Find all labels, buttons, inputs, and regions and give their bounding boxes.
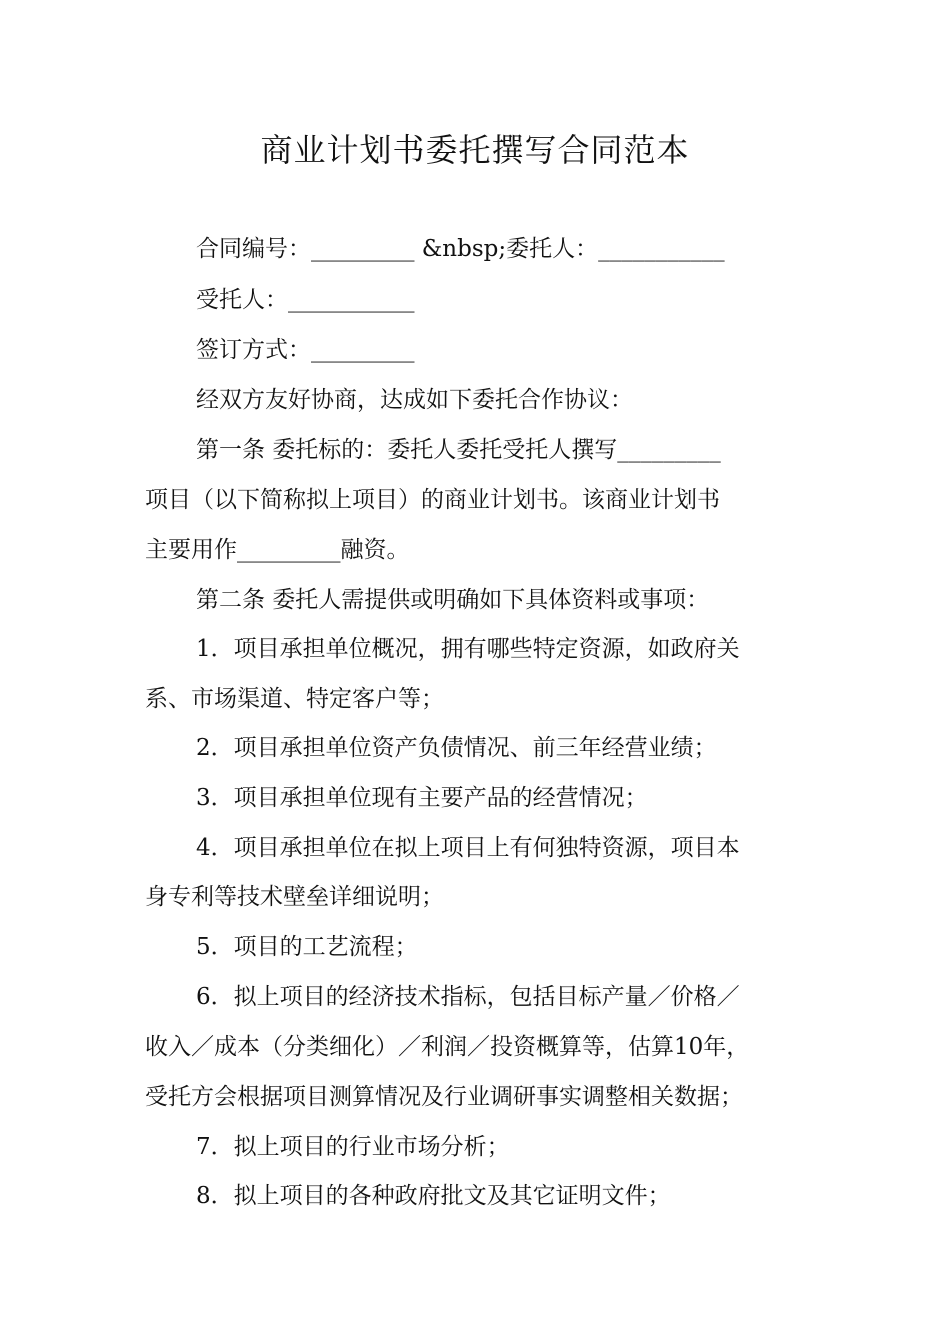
item-4-line-2: 身专利等技术壁垒详细说明； [145,884,444,910]
item-6-line-2: 收入／成本（分类细化）／利润／投资概算等，估算10年， [145,1034,750,1060]
item-6-line-1: 6．拟上项目的经济技术指标，包括目标产量／价格／ [196,984,740,1010]
article-one-line-2: 项目（以下简称拟上项目）的商业计划书。该商业计划书 [145,487,720,513]
item-3-line: 3．项目承担单位现有主要产品的经营情况； [196,785,648,811]
article-two-line: 第二条 委托人需提供或明确如下具体资料或事项： [196,587,710,613]
item-8-line: 8．拟上项目的各种政府批文及其它证明文件； [196,1183,671,1209]
document-title: 商业计划书委托撰写合同范本 [260,131,690,169]
article-one-line-1: 第一条 委托标的：委托人委托受托人撰写_________ [196,437,721,463]
item-7-line: 7．拟上项目的行业市场分析； [196,1134,510,1160]
contract-number-line: 合同编号：_________ &nbsp;委托人：___________ [196,236,725,262]
trustee-line: 受托人：___________ [196,287,415,313]
intro-line: 经双方友好协商，达成如下委托合作协议： [196,387,633,413]
item-2-line: 2．项目承担单位资产负债情况、前三年经营业绩； [196,735,717,761]
item-5-line: 5．项目的工艺流程； [196,934,418,960]
signing-method-line: 签订方式：_________ [196,337,415,363]
item-6-line-3: 受托方会根据项目测算情况及行业调研事实调整相关数据； [145,1084,743,1110]
article-one-line-3: 主要用作_________融资。 [145,537,410,563]
item-1-line-1: 1．项目承担单位概况，拥有哪些特定资源，如政府关 [196,636,740,662]
item-4-line-1: 4．项目承担单位在拟上项目上有何独特资源，项目本 [196,835,740,861]
item-1-line-2: 系、市场渠道、特定客户等； [145,686,444,712]
